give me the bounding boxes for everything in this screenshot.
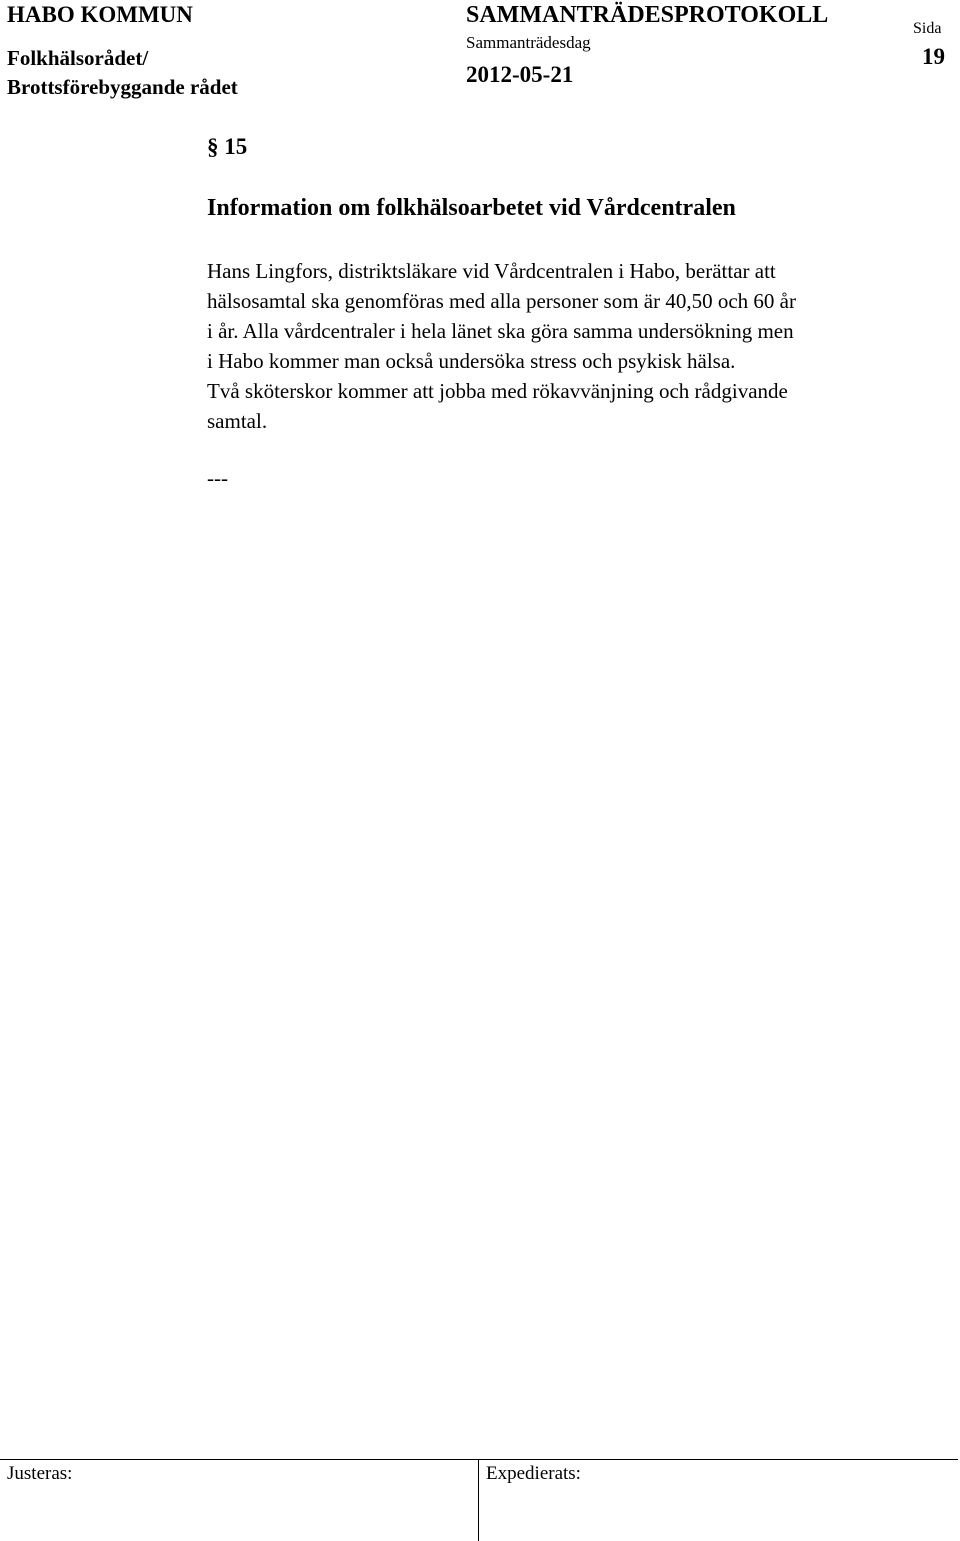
page-label: Sida [913,20,942,37]
body-line: samtal. [207,409,268,433]
meeting-date: 2012-05-21 [466,62,574,87]
body-line: i Habo kommer man också undersöka stress och psykisk hälsa. [207,349,736,373]
dispatched-label: Expedierats: [486,1463,581,1484]
body-line: Två sköterskor kommer att jobba med rökavvänjning och rådgivande [207,379,788,403]
document-type: SAMMANTRÄDESPROTOKOLL [466,2,829,28]
verified-label: Justeras: [7,1463,73,1484]
body-line: hälsosamtal ska genomföras med alla personer som är 40,50 och 60 år [207,289,796,313]
section-body [207,256,957,436]
footer-rule [0,1459,958,1460]
section-title: Information om folkhälsoarbetet vid Vårdcentralen [207,195,736,221]
meeting-date-label: Sammanträdesdag [466,33,591,52]
footer-divider [478,1459,479,1541]
page-number: 19 [922,44,945,69]
section-end-marker: --- [207,466,228,490]
body-line: Hans Lingfors, distriktsläkare vid Vårdcentralen i Habo, berättar att [207,259,776,283]
committee-name-line1: Folkhälsorådet/ [7,46,149,70]
organization-name: HABO KOMMUN [7,2,193,27]
committee-name-line2: Brottsförebyggande rådet [7,75,238,99]
paragraph-number: § 15 [207,134,248,159]
body-line: i år. Alla vårdcentraler i hela länet ska göra samma undersökning men [207,319,794,343]
